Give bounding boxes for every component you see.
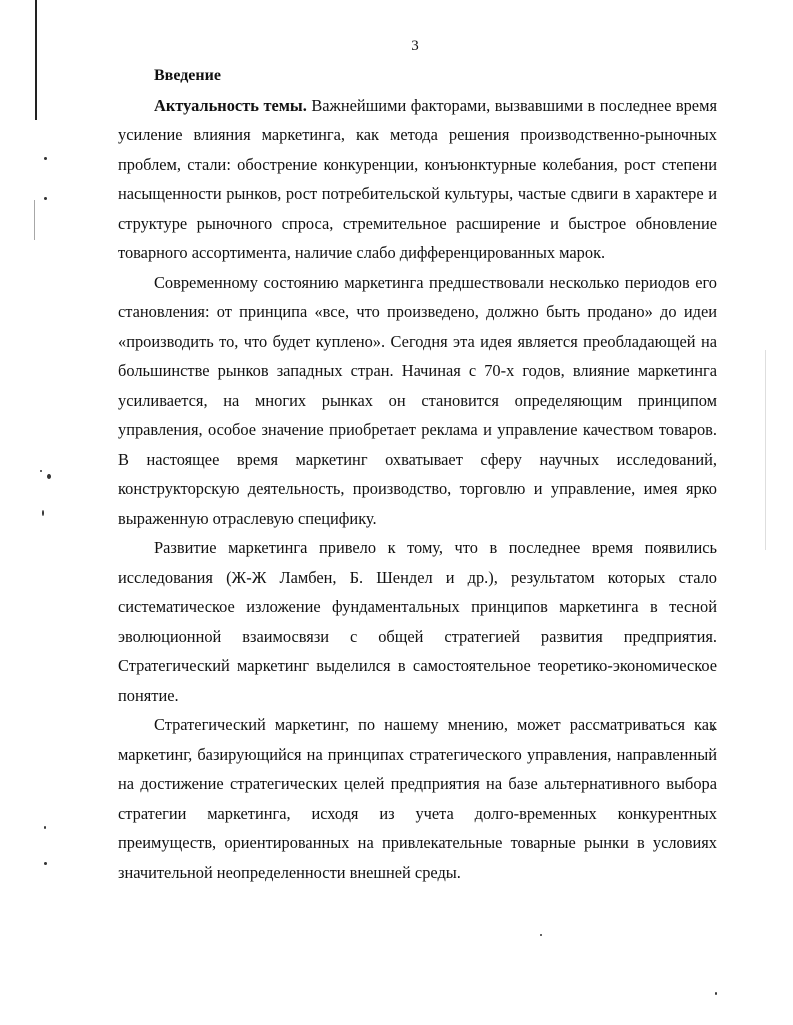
paragraph-relevance	[118, 91, 717, 268]
scan-speck	[44, 862, 47, 865]
scan-edge-line	[765, 350, 766, 550]
scan-speck	[715, 992, 717, 995]
section-heading: Введение	[154, 67, 221, 84]
scan-speck	[44, 197, 47, 200]
scan-speck	[540, 934, 542, 936]
scan-edge-line	[35, 0, 37, 120]
paragraph-history: Современному состоянию маркетинга предшествовали несколько периодов его становления: от принципа «все, что произведено, должно быть продано» до идеи «производить то, что будет куплено». Сегодня эта идея является преобладающей на большинстве рынков западных стран. Начиная с 70-х годов, влияние маркетинга усиливается, на многих рынках он становится определяющим принципом управления, особое значение приобретает реклама и управление качеством товаров. В настоящее время маркетинг охватывает сферу научных исследований, конструкторскую деятельность, производство, торговлю и управление, имея ярко выраженную отраслевую специфику.	[118, 272, 717, 528]
scan-speck	[47, 474, 51, 479]
scan-edge-line	[34, 200, 35, 240]
paragraph-development: Развитие маркетинга привело к тому, что в последнее время появились исследования (Ж-Ж Ламбен, Б. Шендел и др.), результатом которых стало систематическое изложение фундаментальных принципов маркетинга в тесной эволюционной взаимосвязи с общей стратегией развития предприятия. Стратегический маркетинг выделился в самостоятельное теоретико-экономическое понятие.	[118, 538, 717, 705]
page-number: 3	[411, 38, 419, 54]
paragraph-definition: Стратегический маркетинг, по нашему мнению, может рассматриваться как маркетинг, базирующийся на принципах стратегического управления, направленный на достижение стратегических целей предприятия на базе альтернативного выбора стратегии маркетинга, исходя из учета долго-временных конкурентных преимуществ, ориентированных на привлекательные товарные рынки в условиях значительной неопределенности внешней среды.	[118, 715, 717, 882]
scan-speck	[44, 826, 46, 829]
relevance-lead: Актуальность темы.	[154, 95, 307, 115]
scan-speck	[40, 470, 42, 472]
scan-speck	[42, 510, 44, 516]
document-body	[118, 61, 717, 887]
scan-speck	[44, 157, 47, 160]
relevance-text: Важнейшими факторами, вызвавшими в последнее время усиление влияния маркетинга, как метода решения производственно-рыночных проблем, стали: обострение конкуренции, конъюнктурные колебания, рост степени насыщенности рынков, рост потребительской культуры, частые сдвиги в характере и структуре рыночного спроса, стремительное расширение и быстрое обновление товарного ассортимента, наличие слабо дифференцированных марок.	[118, 95, 717, 262]
